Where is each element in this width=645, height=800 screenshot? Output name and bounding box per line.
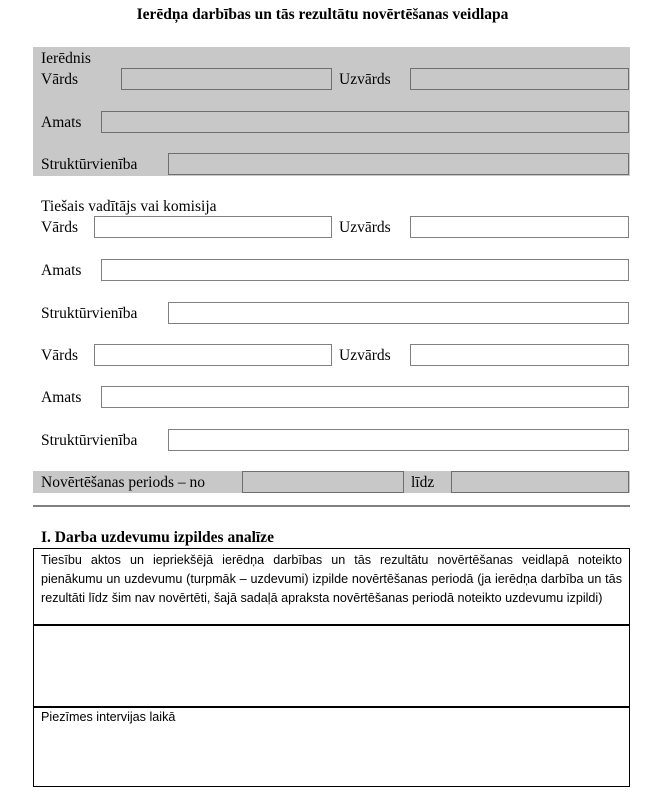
section1-description-box [33, 548, 630, 626]
employee-first-name-field[interactable] [121, 68, 332, 90]
supervisor-1-first-name-label: Vārds [41, 219, 79, 236]
supervisor-1-position-label: Amats [41, 262, 82, 279]
employee-last-name-field[interactable] [410, 68, 629, 90]
supervisor-1-last-name-field[interactable] [410, 216, 629, 238]
supervisor-2-position-field[interactable] [101, 386, 629, 408]
employee-heading: Ierēdnis [41, 50, 91, 67]
section1-description: Tiesību aktos un iepriekšējā ierēdņa darbības un tās rezultātu novērtēšanas veidlapā noteikto pienākumu un uzdevumu (turpmāk – uzdevumi) izpilde novērtēšanas periodā (ja ierēdņa darbība un tās rezultāti līdz šim nav novērtēti, šajā sadaļā apraksta novērtēšanas periodā noteikto uzdevumu izpildi) [41, 553, 622, 605]
employee-unit-label: Struktūrvienība [41, 156, 138, 173]
supervisor-heading: Tiešais vadītājs vai komisija [41, 198, 217, 215]
supervisor-1-first-name-field[interactable] [94, 216, 332, 238]
interview-notes-label: Piezīmes intervijas laikā [41, 710, 176, 724]
interview-notes-box[interactable] [33, 706, 630, 787]
supervisor-2-last-name-label: Uzvārds [339, 347, 391, 364]
period-to-label: līdz [411, 474, 435, 491]
supervisor-2-unit-field[interactable] [168, 429, 629, 451]
supervisor-2-first-name-field[interactable] [94, 344, 332, 366]
employee-unit-field[interactable] [168, 153, 629, 175]
supervisor-1-last-name-label: Uzvārds [339, 219, 391, 236]
employee-first-name-label: Vārds [41, 71, 79, 88]
supervisor-1-position-field[interactable] [101, 259, 629, 281]
supervisor-2-position-label: Amats [41, 389, 82, 406]
supervisor-2-last-name-field[interactable] [410, 344, 629, 366]
employee-position-field[interactable] [101, 111, 629, 133]
page-title: Ierēdņa darbības un tās rezultātu novērtēšanas veidlapa [136, 6, 509, 23]
period-to-field[interactable] [451, 471, 629, 493]
period-from-field[interactable] [242, 471, 404, 493]
employee-last-name-label: Uzvārds [339, 71, 391, 88]
section-divider [33, 505, 630, 507]
employee-position-label: Amats [41, 114, 82, 131]
supervisor-1-unit-label: Struktūrvienība [41, 305, 138, 322]
section1-heading: I. Darba uzdevumu izpildes analīze [41, 529, 274, 546]
section1-answer-field[interactable] [33, 624, 630, 708]
supervisor-1-unit-field[interactable] [168, 302, 629, 324]
supervisor-2-unit-label: Struktūrvienība [41, 432, 138, 449]
supervisor-2-first-name-label: Vārds [41, 347, 79, 364]
period-from-label: Novērtēšanas periods – no [41, 474, 205, 491]
